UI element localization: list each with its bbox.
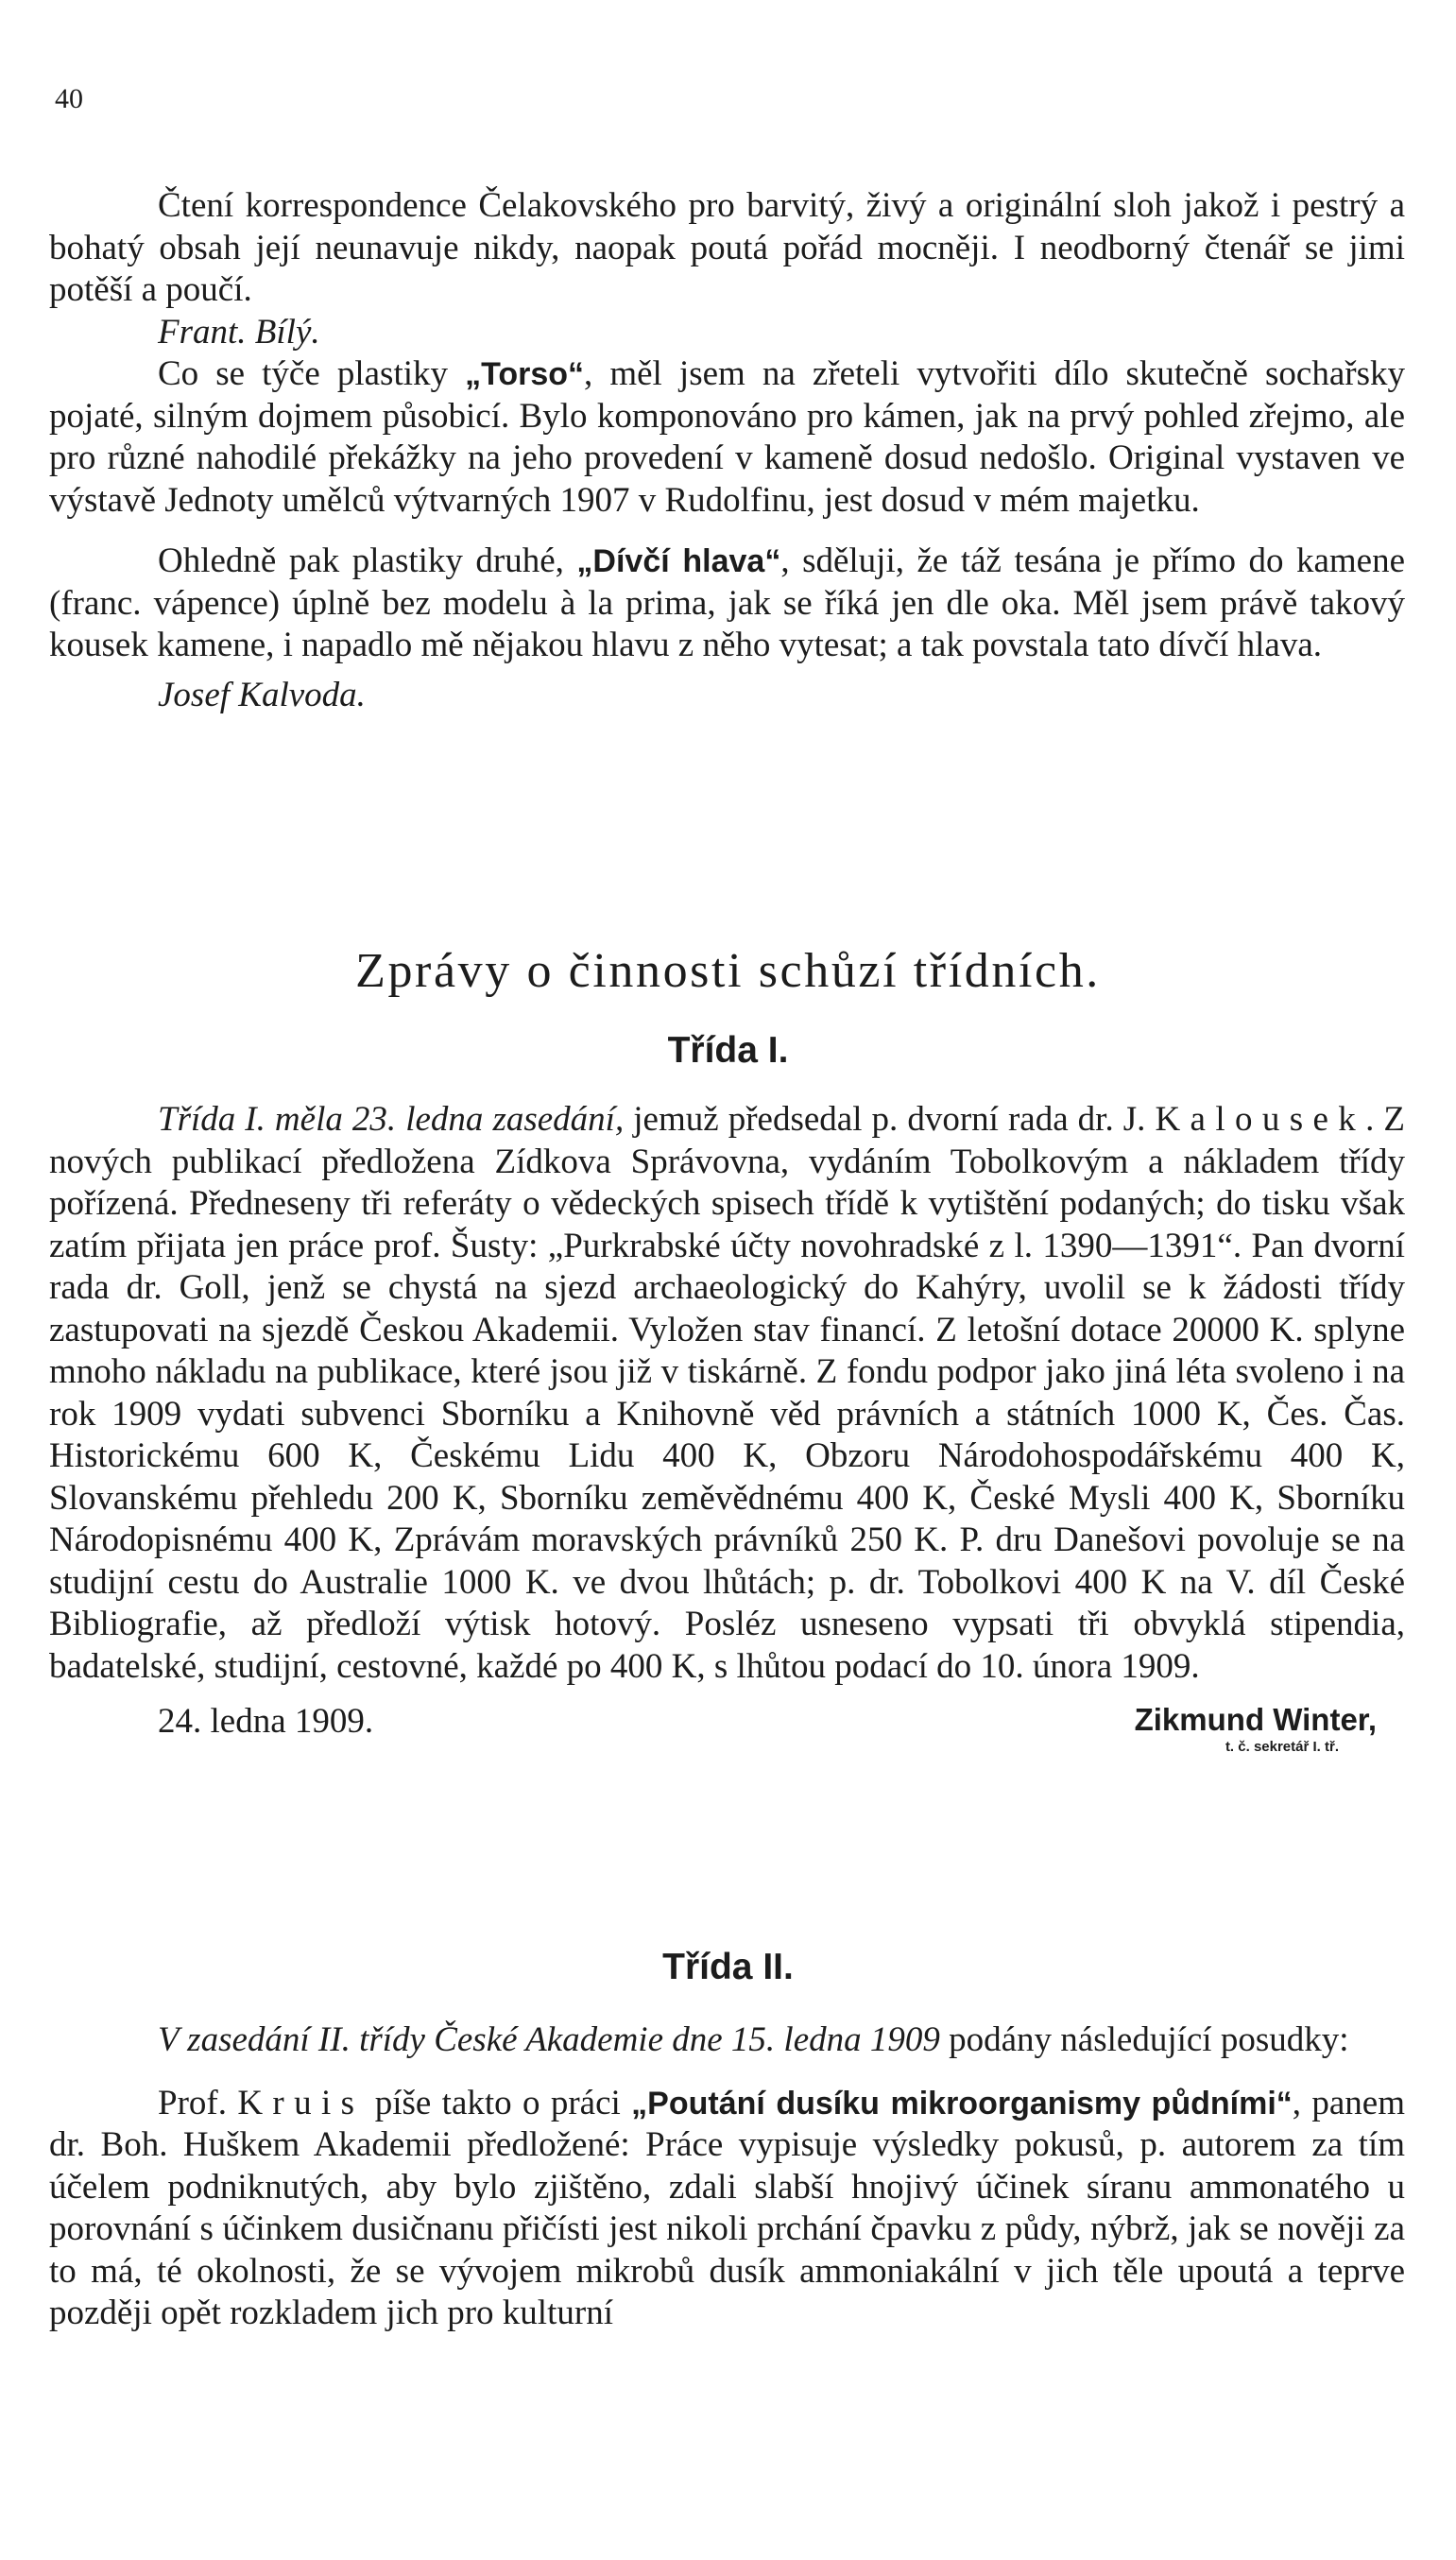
paragraph-divci-hlava [49, 541, 1405, 667]
text-segment: píše takto o práci [364, 2083, 632, 2122]
paragraph-correspondence: Čtení korrespondence Čelakovského pro barvitý, živý a originální sloh jakož i pestrý a bohatý obsah její neunavuje nikdy, naopak poutá pořád mocněji. I neodborný čtenář se jimi potěší a poučí. [49, 186, 1405, 309]
signature-kalvoda: Josef Kalvoda. [158, 675, 366, 714]
signature-bily: Frant. Bílý. [158, 312, 320, 352]
title-torso: „Torso“ [465, 356, 585, 392]
section-heading: Zprávy o činnosti schůzí třídních. [355, 944, 1101, 998]
text-segment: Ohledně pak plastiky druhé, [158, 541, 577, 580]
top-text-block [49, 185, 1405, 716]
paragraph-class-1 [49, 1099, 1405, 1688]
class-2-intro: V zasedání II. třídy České Akademie dne 15. ledna 1909 [158, 2020, 940, 2059]
paragraph-kruis [49, 2083, 1405, 2335]
title-divci-hlava: „Dívčí hlava“ [576, 543, 781, 579]
text-segment: , měl jsem na zřeteli vytvořiti dílo skutečně sochařsky pojaté, silným dojmem působicí. Bylo komponováno pro kámen, jak na prvý pohled zřejmo, ale pro různé nahodilé překážky na jeho provedení v kameně dosud nedošlo. Original vystaven ve výstavě Jednoty umělců výtvarných 1907 v Rudolfinu, jest dosud v mém majetku. [49, 354, 1405, 520]
title-poutani-dusiku: „Poutání dusíku mikroorganismy půdními“ [631, 2085, 1293, 2122]
page-number: 40 [55, 83, 83, 114]
class-2-heading: Třída II. [662, 1947, 794, 1987]
class-2-report [49, 2019, 1405, 2335]
paragraph-class-2-intro [49, 2019, 1405, 2062]
paragraph-torso [49, 353, 1405, 522]
class-1-dateline [49, 1701, 1405, 1756]
name-kalousek: Kalousek [1155, 1100, 1366, 1139]
class-1-intro: Třída I. měla 23. ledna zasedání, [158, 1100, 625, 1139]
text-segment: Prof. [158, 2083, 238, 2122]
class-1-secretary [1135, 1701, 1405, 1756]
text-segment: jemuž předsedal p. dvorní rada dr. J. [624, 1100, 1156, 1139]
text-segment: , sděluji, že táž tesána je přímo do kamene (franc. vápence) úplně bez modelu à la prima, jak se říká jen dle oka. Měl jsem právě takový kousek kamene, i napadlo mě nějakou hlavu z něho vytesat; a tak povstala tato dívčí hlava. [49, 541, 1406, 664]
text-segment: , panem dr. Boh. Huškem Akademii předložené: Práce vypisuje výsledky pokusů, p. autorem za tím účelem podniknutých, aby bylo zjištěno, zdali slabší hnojivý účinek síranu ammonatého u porovnání s účinkem dusičnanu přičísti jest nikoli prchání čpavku z půdy, nýbrž, jak se nověji za to má, té okolnosti, že se vývojem mikrobů dusík ammoniakální v jich těle upoutá a teprve později opět rozkladem jich pro kulturní [49, 2083, 1405, 2332]
text-segment: . Z nových publikací předložena Zídkova Správovna, vydáním Tobolkovým a nákladem třídy pořízená. Předneseny tři referáty o vědeckých spisech třídě k vytištění podaných; do tisku však zatím přijata jen práce prof. Šusty: „Purkrabské účty novohradské z l. 1390—1391“. Pan dvorní rada dr. Goll, jenž se chystá na sjezd archaeologický do Kahýry, uvolil se k žádosti třídy zastupovati na sjezdě Českou Akademii. Vyložen stav financí. Z letošní dotace 20000 K. splyne mnoho nákladu na publikace, které jsou již v tiskárně. Z fondu podpor jako jiná léta svoleno i na rok 1909 vydati subvenci Sborníku a Knihovně věd právních a státních 1000 K, Čes. Čas. Historickému 600 K, Českému Lidu 400 K, Obzoru Národohospodářskému 400 K, Slovanskému přehledu 200 K, Sborníku zeměvědnému 400 K, České Mysli 400 K, Sborníku Národopisnému 400 K, Zprávám moravských právníků 250 K. P. dru Danešovi povoluje se na studijní cestu do Australie 1000 K. ve dvou lhůtách; p. dr. Tobolkovi 400 K na V. díl České Bibliografie, až předloží výtisk hotový. Posléz usneseno vypsati tři obvyklá stipendia, badatelské, studijní, cestovné, každé po 400 K, s lhůtou podací do 10. února 1909. [49, 1100, 1405, 1686]
name-kruis: Kruis [237, 2083, 365, 2122]
class-1-date: 24. ledna 1909. [158, 1702, 374, 1741]
secretary-role: t. č. sekretář I. tř. [1225, 1739, 1339, 1755]
class-1-heading: Třída I. [667, 1030, 789, 1071]
text-segment: Co se týče plastiky [158, 354, 466, 393]
secretary-name: Zikmund Winter, [1134, 1702, 1377, 1737]
text-segment: podány následující posudky: [939, 2020, 1349, 2059]
class-1-report [49, 1099, 1405, 1756]
